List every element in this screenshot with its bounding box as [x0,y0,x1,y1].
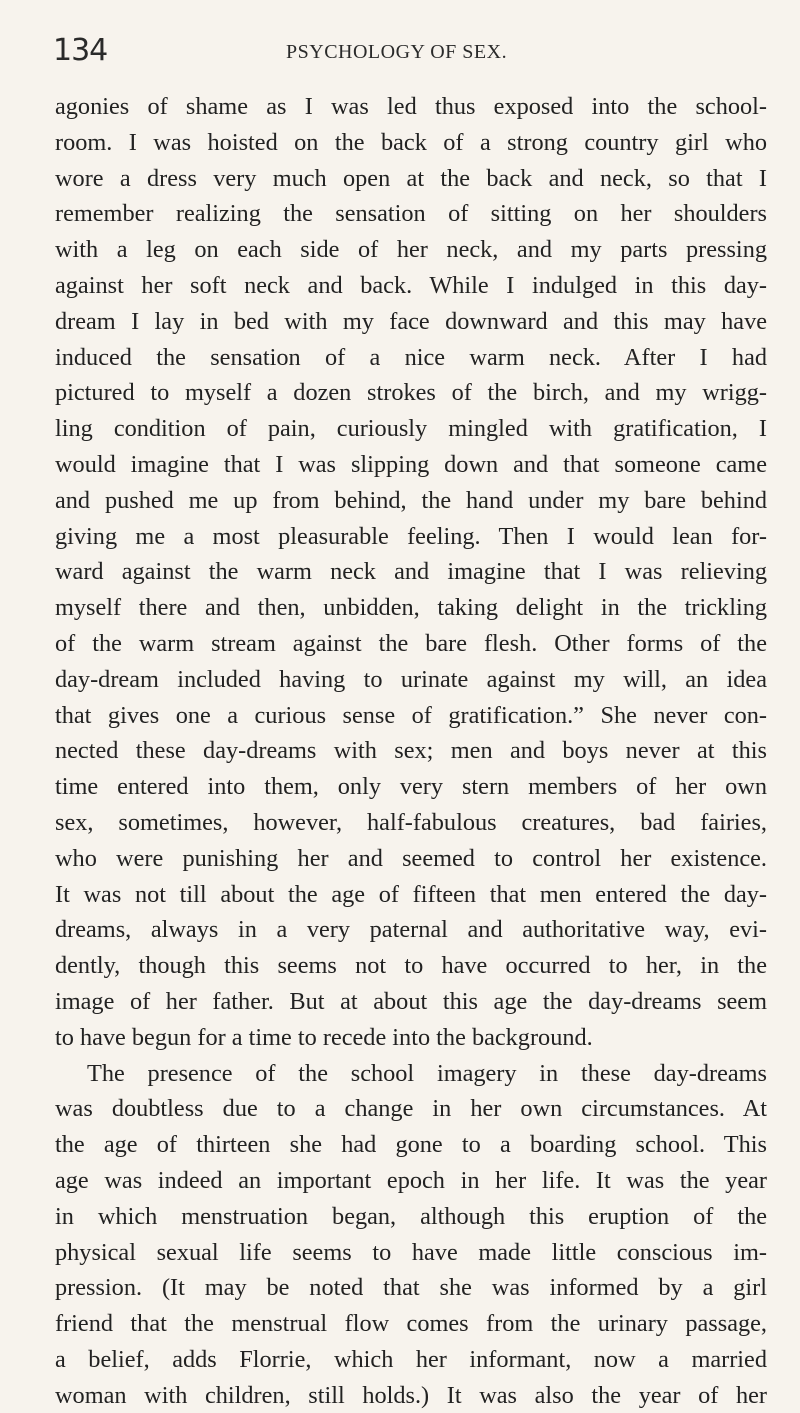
text-line: image of her father. But at about this age the day-dreams seem [55,987,767,1015]
text-line: It was not till about the age of fifteen that men entered the day- [55,880,767,908]
text-line: dream I lay in bed with my face downward and this may have [55,307,767,335]
text-line: would imagine that I was slipping down and that someone came [55,450,767,478]
text-line: agonies of shame as I was led thus exposed into the school- [55,93,767,120]
text-line: ward against the warm neck and imagine that I was relieving [55,558,767,586]
text-line: time entered into them, only very stern members of her own [55,773,767,801]
text-line: and pushed me up from behind, the hand under my bare behind [55,486,767,514]
running-title: PSYCHOLOGY OF SEX. [286,41,508,63]
paragraph-first-line: The presence of the school imagery in these day-dreams [87,1059,767,1087]
body-text [55,89,767,1413]
page-number: 134 [53,33,108,68]
text-line: pictured to myself a dozen strokes of the birch, and my wrigg- [55,379,767,407]
text-line: ling condition of pain, curiously mingled with gratification, I [55,415,767,443]
text-line: who were punishing her and seemed to control her existence. [55,844,767,872]
text-line: physical sexual life seems to have made little conscious im- [55,1238,767,1266]
text-line: day-dream included having to urinate against my will, an idea [55,665,767,693]
page-header [53,33,767,73]
text-line: friend that the menstrual flow comes from the urinary passage, [55,1310,767,1338]
text-line: giving me a most pleasurable feeling. Then I would lean for- [55,522,767,550]
text-line: woman with children, still holds.) It was also the year of her [55,1381,767,1409]
text-line: nected these day-dreams with sex; men and boys never at this [55,737,767,765]
text-line: was doubtless due to a change in her own circumstances. At [55,1095,767,1123]
text-line: dently, though this seems not to have occurred to her, in the [55,952,767,980]
text-line: against her soft neck and back. While I indulged in this day- [55,271,767,299]
text-line: the age of thirteen she had gone to a boarding school. This [55,1131,767,1159]
text-line: of the warm stream against the bare flesh. Other forms of the [55,629,767,657]
text-line: myself there and then, unbidden, taking delight in the trickling [55,594,767,622]
text-line: induced the sensation of a nice warm neck. After I had [55,343,767,371]
text-line: in which menstruation began, although this eruption of the [55,1202,767,1230]
text-line: remember realizing the sensation of sitting on her shoulders [55,200,767,228]
text-line: that gives one a curious sense of gratification.” She never con- [55,701,767,729]
text-line: room. I was hoisted on the back of a strong country girl who [55,128,767,156]
text-line: with a leg on each side of her neck, and my parts pressing [55,236,767,264]
text-line: a belief, adds Florrie, which her informant, now a married [55,1345,767,1373]
text-line: wore a dress very much open at the back and neck, so that I [55,164,767,192]
text-line: age was indeed an important epoch in her life. It was the year [55,1166,767,1194]
text-line: dreams, always in a very paternal and authoritative way, evi- [55,916,767,944]
text-line: sex, sometimes, however, half-fabulous creatures, bad fairies, [55,808,767,836]
text-line: to have begun for a time to recede into the background. [55,1023,593,1051]
text-line: pression. (It may be noted that she was informed by a girl [55,1274,767,1302]
